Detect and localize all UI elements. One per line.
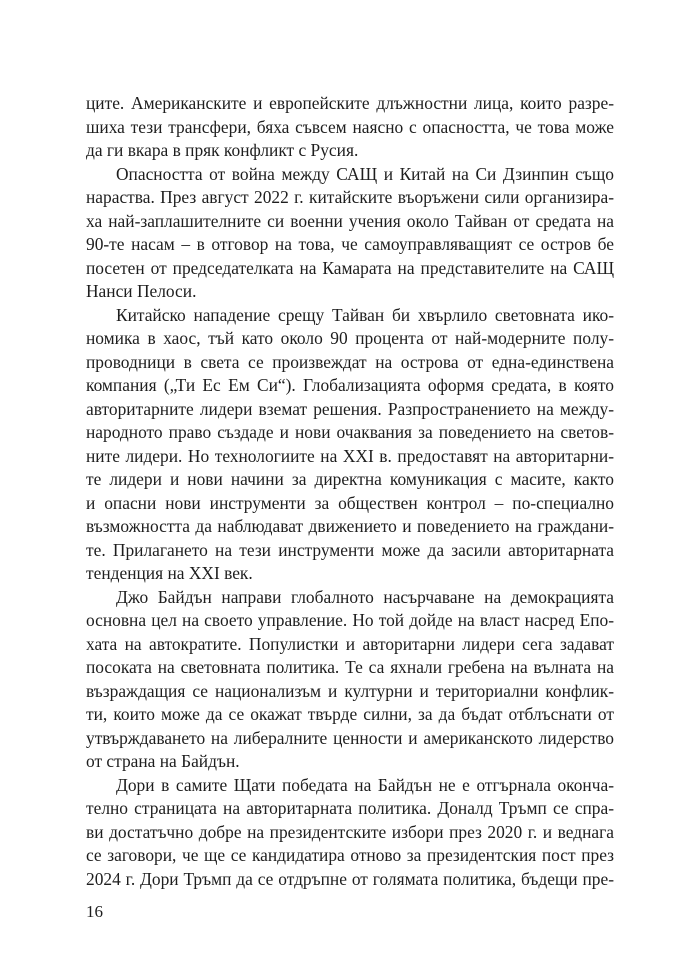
text-line: номика в хаос, тъй като около 90 процента от най-модерните полу- [86, 328, 614, 348]
text-line: хата на автократите. Популистки и авторитарни лидери сега задават [86, 633, 614, 654]
text-line: възможността да наблюдават движението и поведението на граждани- [86, 516, 614, 536]
paragraph [86, 586, 614, 774]
text-line: те. Прилагането на тези инструменти може да засили авторитарната [86, 539, 614, 560]
text-line: ти, които може да се окажат твърде силни, за да бъдат отблъснати от [86, 704, 614, 724]
paragraph [86, 163, 614, 304]
paragraph [86, 92, 614, 163]
text-line: Джо Байдън направи глобалното насърчаване на демокрацията [116, 586, 614, 607]
text-line: ните лидери. Но технологиите на XXI в. предоставят на авторитарни- [86, 445, 614, 466]
text-line: ците. Американските и европейските длъжностни лица, които разре- [86, 93, 614, 113]
text-line: авторитарните лидери вземат решения. Разпространението на между- [86, 398, 614, 419]
text-line: Нанси Пелоси. [86, 281, 197, 301]
text-line: основна цел на своето управление. Но той дойде на власт насред Епо- [86, 610, 614, 630]
text-line: посетен от председателката на Камарата на представителите на САЩ [86, 257, 614, 278]
text-line: 90-те насам – в отговор на това, че самоуправляващият се остров бе [86, 234, 614, 254]
text-line: шиха тези трансфери, бяха съвсем наясно с опасността, че това може [86, 116, 614, 137]
page-body [86, 92, 614, 891]
text-line: и опасни нови инструменти за обществен контрол – по-специално [86, 492, 614, 513]
text-line: Китайско нападение срещу Тайван би хвърлило световната ико- [116, 304, 614, 325]
text-line: компания („Ти Ес Ем Си“). Глобализацията оформя средата, в която [86, 375, 614, 395]
text-line: народното право създаде и нови очаквания за поведението на светов- [86, 422, 614, 442]
text-line: посоката на световната политика. Те са яхнали гребена на вълната на [86, 657, 614, 677]
text-line: от страна на Байдън. [86, 751, 240, 771]
text-line: утвърждаването на либералните ценности и американското лидерство [86, 727, 614, 748]
text-line: 2024 г. Дори Тръмп да се отдръпне от голямата политика, бъдещи пре- [86, 868, 614, 889]
text-line: да ги вкара в пряк конфликт с Русия. [86, 140, 359, 160]
text-line: те лидери и нови начини за директна комуникация с масите, както [86, 469, 614, 489]
text-line: тенденция на XXI век. [86, 563, 253, 583]
paragraph [86, 304, 614, 586]
text-line: проводници в света се произвеждат на острова от една-единствена [86, 351, 614, 372]
text-line: ха най-заплашителните си военни учения около Тайван от средата на [86, 210, 614, 231]
text-line: Опасността от война между САЩ и Китай на Си Дзинпин също [116, 163, 614, 184]
text-line: Дори в самите Щати победата на Байдън не е отгърнала оконча- [116, 774, 614, 795]
text-line: нараства. През август 2022 г. китайските въоръжени сили организира- [86, 187, 614, 207]
text-line: ви достатъчно добре на президентските избори през 2020 г. и веднага [86, 821, 614, 842]
text-line: възраждащия се национализъм и културни и териториални конфлик- [86, 680, 614, 701]
page-number: 16 [86, 902, 103, 921]
text-line: се заговори, че ще се кандидатира отново за президентския пост през [86, 845, 614, 865]
paragraph [86, 774, 614, 892]
text-line: телно страницата на авторитарната политика. Доналд Тръмп се спра- [86, 798, 614, 818]
